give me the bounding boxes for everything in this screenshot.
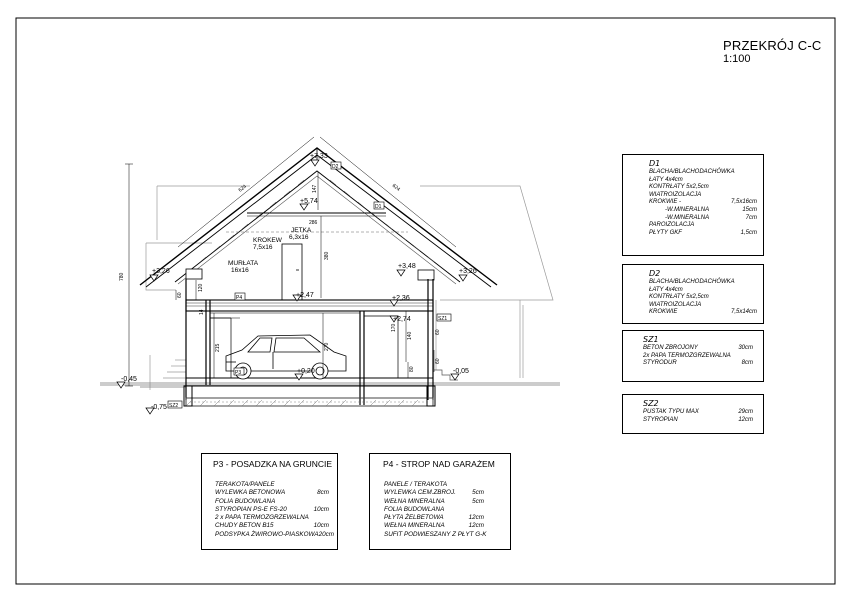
legend-row-value: 1,5cm [740,229,757,236]
legend-row [643,345,753,353]
legend-row-value: 7,5x14cm [730,309,757,316]
legend-row [643,409,753,417]
elev-slab-top: +2,36 [392,295,410,302]
dim-eave-drop: 60 [177,292,183,298]
legend-row [384,530,487,539]
legend-row [649,309,757,317]
legend-row-layer: TERAKOTA/PANELE [215,481,275,488]
legend-row-layer: FOLIA BUDOWLANA [215,497,276,505]
roof [140,148,497,287]
legend-row-layer: PUSTAK TYPU MAX [643,409,699,415]
elev-eave-left: +3,26 [152,268,170,275]
legend-row-layer: -W.MINERALNA [665,214,710,221]
legend-row [384,506,484,514]
ground-hatch [186,400,418,406]
foundation [184,378,435,406]
legend-row-value: 8cm [741,360,753,367]
drawing-scale: 1:100 [723,53,751,65]
legend-row-layer: ŁATY 4x4cm [649,176,683,183]
dim-garage-height: 270 [324,342,330,351]
legend-row [649,207,757,215]
dimension-lines [125,137,456,386]
dim-window-height: 140 [407,331,413,340]
legend-sz1-title: SZ1 [643,335,659,344]
dim-sill-height: 80 [409,366,415,372]
legend-row [649,192,757,200]
legend-row [649,169,757,177]
elev-collar: +5,74 [300,198,318,205]
legend-row-layer: WIATROIZOLACJA [649,191,702,198]
legend-row-layer: BLACHA/BLACHODACHÓWKA [649,279,735,285]
legend-row-layer: PŁYTY GKF [649,229,682,236]
legend-row-layer: SUFIT PODWIESZANY Z PŁYT G-K [384,530,487,538]
legend-row-value: 29cm [738,409,753,415]
label-krokew-dim: 7,5x16 [253,244,273,251]
legend-p4 [369,453,511,550]
tag-d1: D1 [375,204,382,210]
background-building [146,183,553,390]
legend-row-value: 12cm [738,416,753,423]
legend-row [643,417,753,425]
legend-p3-title: P3 - POSADZKA NA GRUNCIE [213,459,333,469]
elev-garage-floor: +0,20 [297,368,315,375]
elev-ridge: +7,33 [310,153,328,160]
legend-d1 [622,154,764,256]
tag-p4: P4 [236,295,243,301]
tag-p3: P3 [235,370,242,376]
legend-sz2-title: SZ2 [643,399,659,408]
legend-row [384,481,484,489]
legend-row [649,215,757,223]
legend-row-value: 10cm [313,505,329,513]
legend-row-layer: KONTRŁATY 5x2,5cm [649,294,709,301]
legend-p3 [201,453,338,550]
dim-pillar: 170 [391,323,397,332]
legend-row-value: 7,5x16cm [730,199,757,206]
legend-row [215,481,329,489]
label-murlata: MURŁATA [228,260,259,267]
tag-sz2: SZ2 [169,403,179,409]
legend-row [215,506,329,514]
legend-row-layer: -W.MINERALNA [665,206,710,213]
elev-ground-right: -0,05 [453,368,469,375]
legend-row [215,514,329,522]
legend-sz1 [622,330,764,382]
legend-row-layer: FOLIA BUDOWLANA [384,505,445,513]
dim-sz1-b: 60 [435,358,441,364]
legend-row-value: 12cm [468,514,484,522]
legend-row [649,302,757,310]
legend-row-value: 5cm [472,489,484,497]
legend-row-layer: 2x PAPA TERMOZGRZEWALNA [643,352,731,359]
legend-row-layer: STYROPIAN [643,416,678,423]
legend-row-value: 20cm [318,530,334,538]
legend-row-value: 15cm [742,206,757,213]
legend-row-value: 12cm [468,522,484,530]
elev-slab-bottom: +2,74 [393,316,411,323]
legend-row-value: 30cm [738,345,753,351]
legend-row-layer: PAROIZOLACJA [649,222,695,229]
legend-row [649,287,757,295]
legend-row-layer: KROKWIE [649,309,678,316]
elev-foundation: -0,75 [151,404,167,411]
legend-row [215,530,334,539]
dim-collar-width: 286 [309,220,318,226]
legend-row-layer: WIATROIZOLACJA [649,301,702,308]
dim-sz1: 60 [435,329,441,335]
dim-knee-wall: 120 [198,283,204,292]
legend-row-value: 10cm [313,522,329,530]
legend-d1-title: D1 [649,159,661,168]
legend-row-layer: PODSYPKA ŻWIROWO-PIASKOWA [215,530,319,538]
label-murlata-dim: 16x16 [231,267,249,274]
legend-row [643,360,753,368]
elev-eave-right: +3,26 [459,268,477,275]
legend-row [215,489,329,497]
legend-row-layer: PANELE / TERAKOTA [384,481,448,488]
legend-p4-title: P4 - STROP NAD GARAŻEM [383,459,495,469]
legend-row [649,184,757,192]
legend-row-layer: BETON ZBROJONY [643,345,698,351]
legend-row [384,514,484,522]
label-jetka: JETKA [291,227,312,234]
legend-sz2 [622,394,764,434]
legend-row [649,230,757,238]
legend-row [649,177,757,185]
legend-row [215,498,329,506]
legend-row-layer: WEŁNA MINERALNA [384,497,445,505]
legend-row-layer: WYLEWKA CEM.ZBROJ. [384,489,456,497]
dim-attic-height: 380 [324,251,330,260]
legend-row-layer: STYRODUR [643,360,677,367]
legend-row-layer: KONTRŁATY 5x2,5cm [649,184,709,191]
legend-row [643,353,753,361]
elev-knee: +3,48 [398,263,416,270]
label-jetka-dim: 6,3x16 [289,234,309,241]
legend-row [649,222,757,230]
legend-d2-title: D2 [649,269,661,278]
dim-ridge-height: 147 [312,184,318,193]
legend-row-layer: WEŁNA MINERALNA [384,522,445,530]
legend-row [384,489,484,497]
dim-roof-left: 624 [237,183,248,194]
elevation-markers [117,160,467,414]
legend-row [649,294,757,302]
legend-row [384,498,484,506]
legend-row-layer: WYLEWKA BETONOWA [215,489,286,497]
tag-d2: D2 [332,164,339,170]
elev-ground-left: -0,45 [121,376,137,383]
legend-row [215,522,329,530]
label-krokew: KROKEW [253,237,282,244]
legend-row-value: 5cm [472,497,484,505]
legend-row-value: 8cm [317,489,329,497]
dim-slab: 14 [199,309,205,315]
dim-roof-right: 624 [390,182,402,193]
legend-row-layer: STYROPIAN PS-E FS-20 [215,505,287,513]
dim-door-height: 215 [215,343,221,352]
legend-row-layer: CHUDY BETON B15 [215,522,274,530]
elev-floor-attic: +2,47 [296,292,314,299]
drawing-title: PRZEKRÓJ C-C [723,38,822,53]
legend-row-layer: KROKWIE - [649,199,682,206]
legend-row-layer: BLACHA/BLACHODACHÓWKA [649,169,735,175]
legend-row [384,522,484,530]
legend-row [649,279,757,287]
dim-total-height: 780 [119,272,125,281]
tag-sz1: SZ1 [438,316,448,322]
legend-row-value: 7cm [745,214,757,221]
legend-row-layer: ŁATY 4x4cm [649,286,683,293]
legend-d2 [622,264,764,324]
legend-row [649,199,757,207]
legend-row-layer: PŁYTA ŻELBETOWA [384,514,444,522]
legend-row-layer: 2 x PAPA TERMOZGRZEWALNA [215,514,309,522]
